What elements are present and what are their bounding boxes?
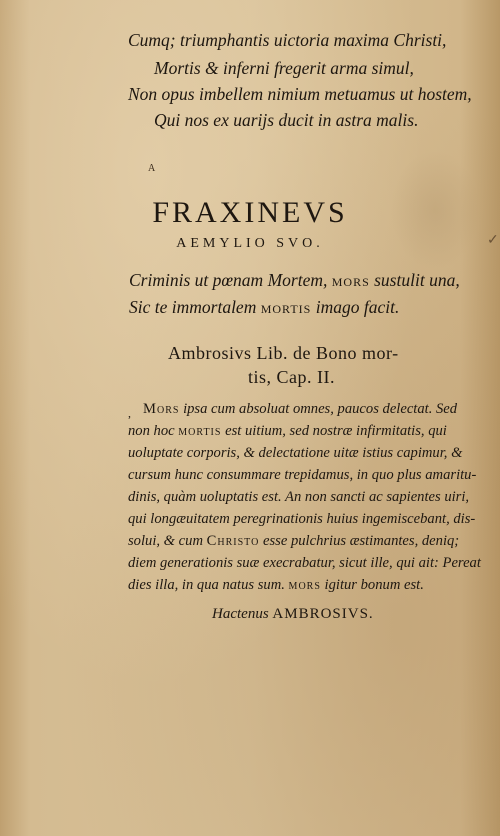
margin-mark: ✓ — [487, 233, 499, 248]
body-line: dies illa, in qua natus sum. mors igitur bonum est. — [128, 577, 424, 593]
epigram-line: Sic te immortalem mortis imago facit. — [129, 297, 400, 317]
page-title: FRAXINEVS — [152, 196, 348, 229]
body-line: non hoc mortis est uitium, sed nostræ infirmitatis, qui — [128, 423, 447, 439]
body-line: cursum hunc consummare trepidamus, in quo plus amaritu- — [128, 467, 477, 483]
epigram-line: Criminis ut pœnam Mortem, mors sustulit una, — [129, 270, 460, 290]
body-line: qui longæuitatem peregrinationis huius ingemiscebant, dis- — [128, 511, 476, 527]
section-heading-continued: tis, Cap. II. — [248, 367, 335, 387]
ornament-mark: A — [148, 163, 156, 174]
body-line: uoluptate corporis, & delectatione uitæ istius capimur, & — [128, 445, 463, 461]
closing-line: Hactenus AMBROSIVS. — [212, 606, 374, 622]
body-line: Mors ipsa cum absoluat omnes, paucos delectat. Sed — [143, 401, 458, 417]
verse-line: Non opus imbellem nimium metuamus ut hostem, — [128, 84, 472, 104]
body-line: dinis, quàm uoluptatis est. An non sancti ac sapientes uiri, — [128, 489, 470, 505]
body-line: diem generationis suæ execrabatur, sicut ille, qui ait: Pereat — [128, 555, 481, 571]
section-heading: Ambrosivs Lib. de Bono mor- — [168, 343, 399, 363]
verse-line: Mortis & inferni fregerit arma simul, — [154, 58, 414, 78]
margin-mark: , — [128, 406, 131, 420]
verse-line: Cumq; triumphantis uictoria maxima Christi, — [128, 30, 447, 50]
verse-line: Qui nos ex uarijs ducit in astra malis. — [154, 110, 419, 130]
body-line: solui, & cum Christo esse pulchrius æstimantes, deniq; — [128, 533, 460, 549]
page-subtitle: AEMYLIO SVO. — [176, 236, 324, 251]
